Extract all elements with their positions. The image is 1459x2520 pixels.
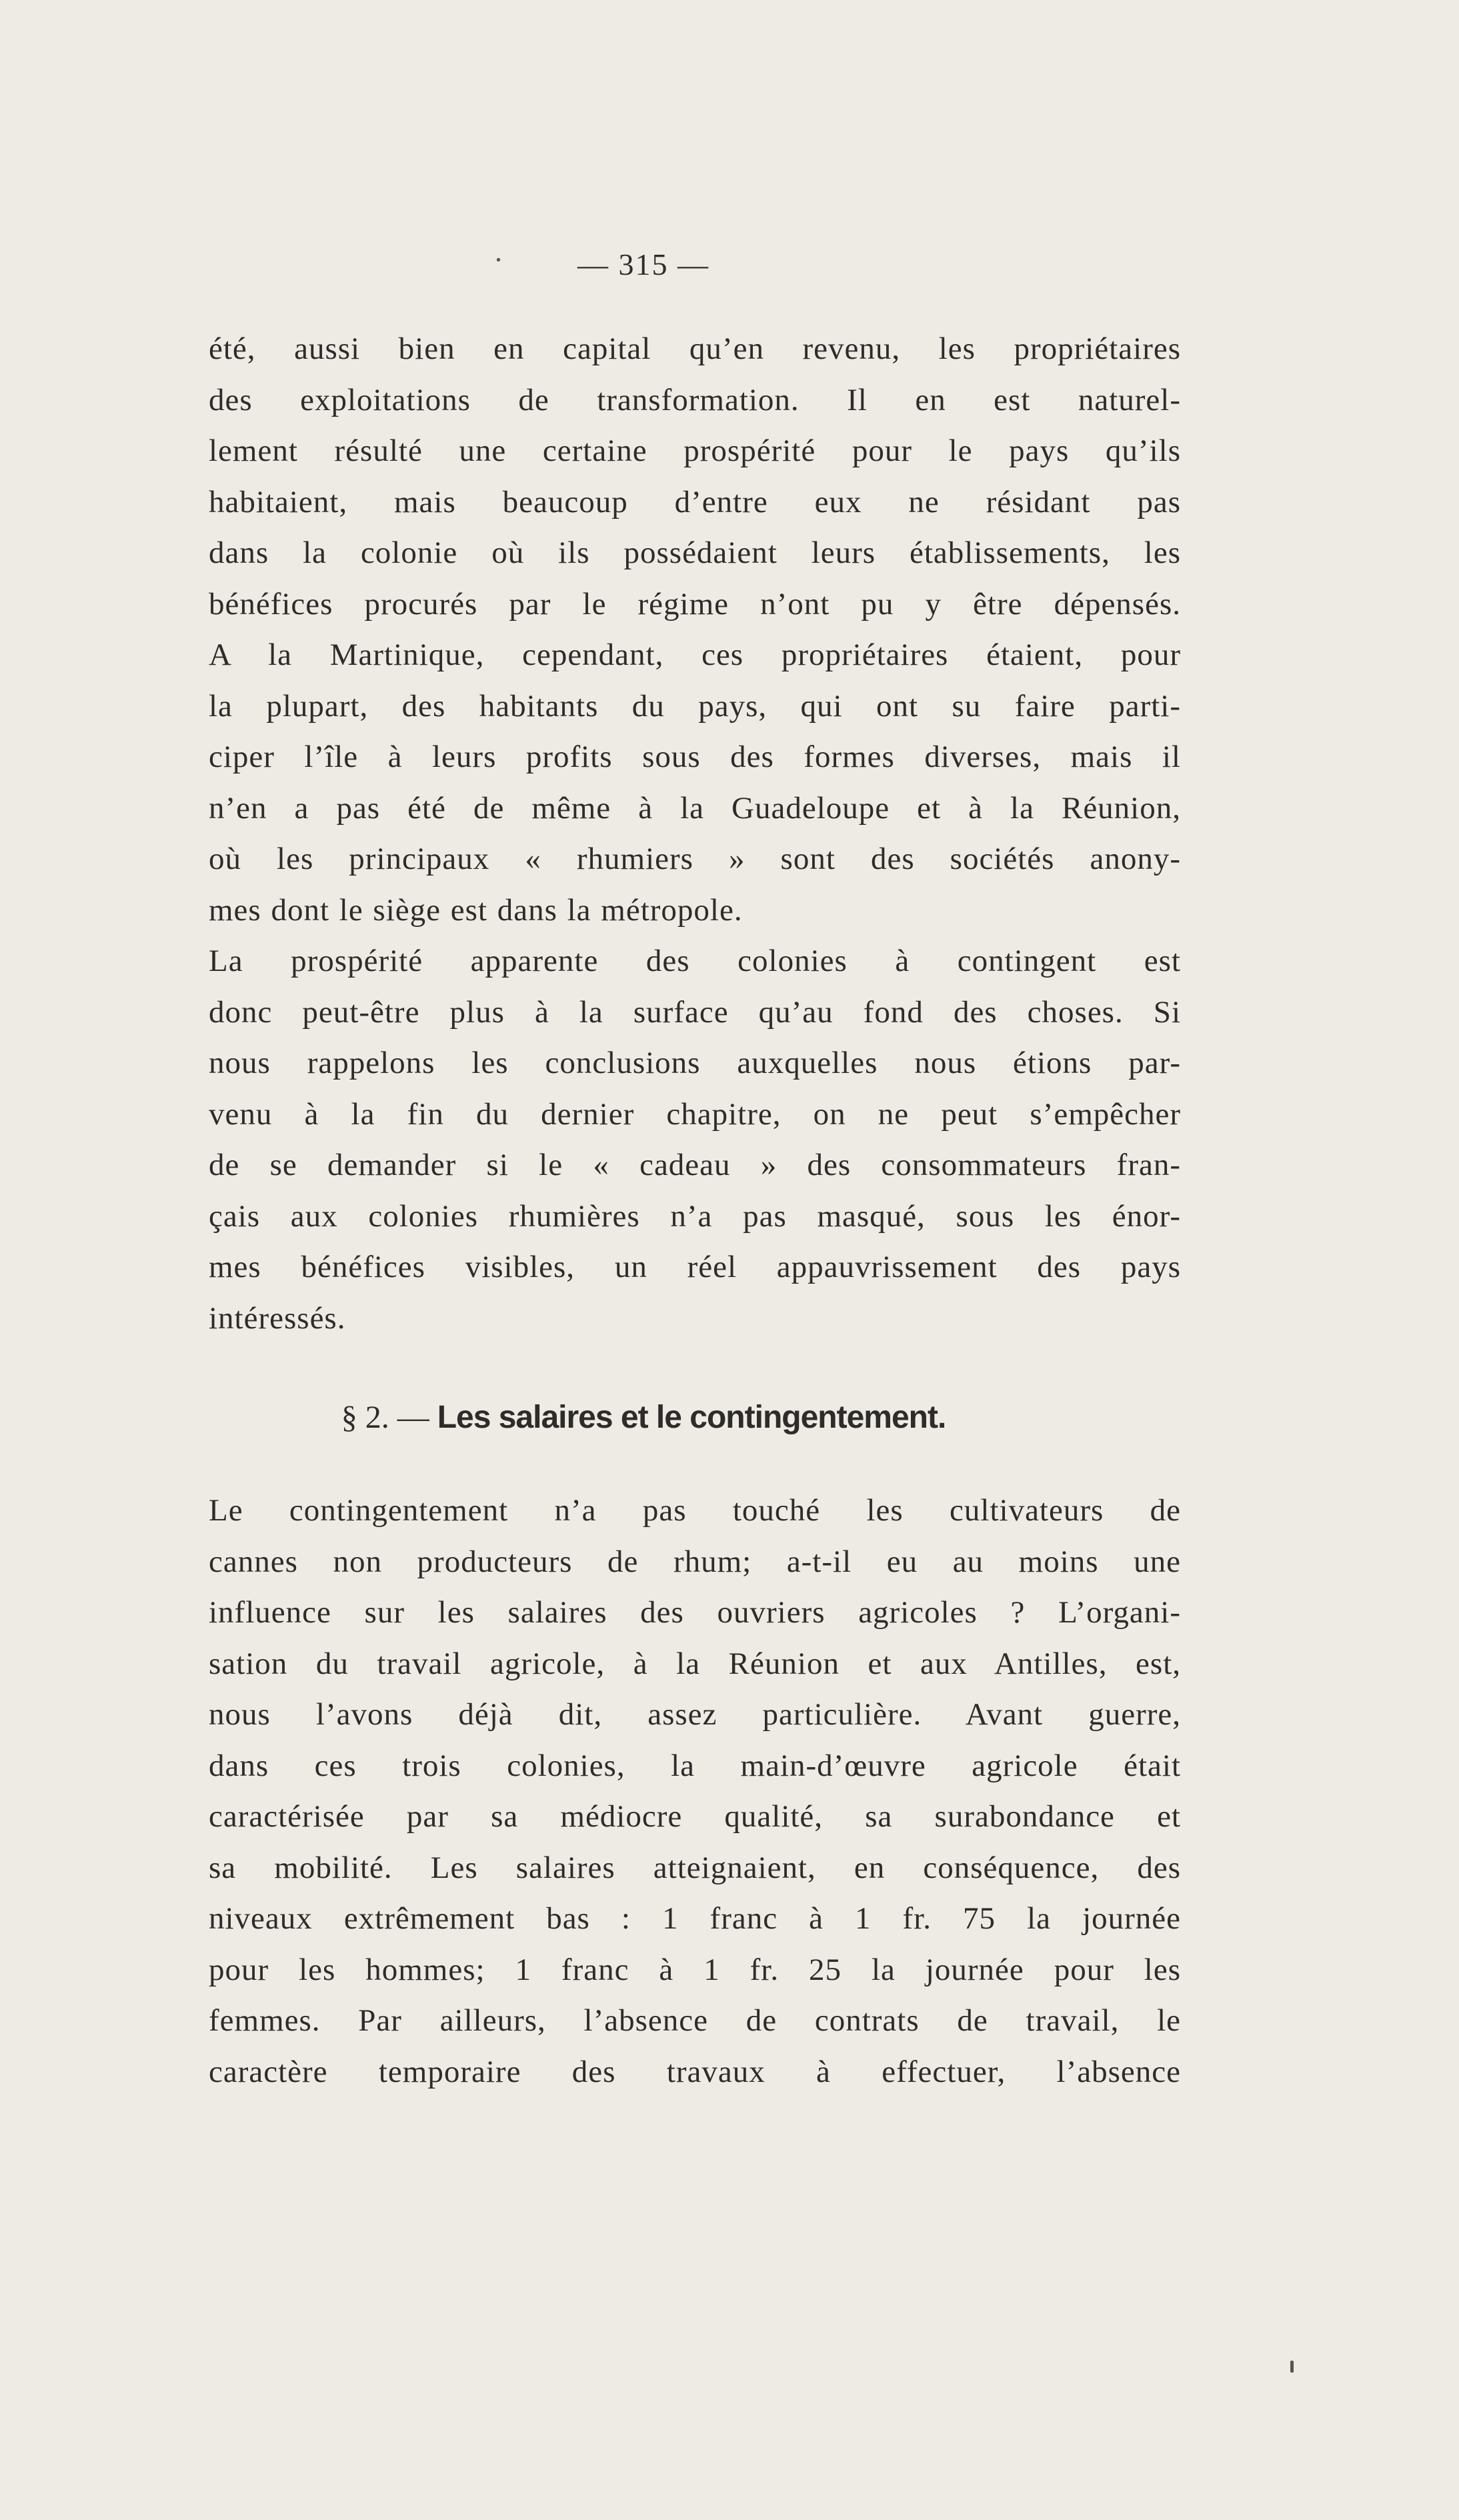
text-line: la plupart, des habitants du pays, qui ont su faire parti- xyxy=(209,688,1181,724)
text-line: dans ces trois colonies, la main-d’œuvre agricole était xyxy=(209,1748,1181,1783)
scan-speck xyxy=(497,258,500,261)
text-line: intéressés. xyxy=(209,1300,346,1336)
paragraph-2 xyxy=(209,936,1181,1344)
text-line: caractère temporaire des travaux à effectuer, l’absence xyxy=(209,2054,1181,2089)
text-line: des exploitations de transformation. Il en est naturel- xyxy=(209,382,1181,417)
text-line: niveaux extrêmement bas : 1 franc à 1 fr. 75 la journée xyxy=(209,1901,1181,1936)
text-line: femmes. Par ailleurs, l’absence de contrats de travail, le xyxy=(209,2003,1181,2038)
text-line: çais aux colonies rhumières n’a pas masqué, sous les énor- xyxy=(209,1198,1181,1234)
paragraph-1 xyxy=(209,323,1181,936)
page-number: — 315 — xyxy=(577,247,709,281)
paragraph-3 xyxy=(209,1485,1181,2097)
text-line: caractérisée par sa médiocre qualité, sa surabondance et xyxy=(209,1799,1181,1834)
text-line: nous l’avons déjà dit, assez particulière. Avant guerre, xyxy=(209,1697,1181,1732)
text-line: Le contingentement n’a pas touché les cultivateurs de xyxy=(209,1493,1181,1528)
text-line: A la Martinique, cependant, ces propriétaires étaient, pour xyxy=(209,638,1181,672)
text-line: venu à la fin du dernier chapitre, on ne peut s’empêcher xyxy=(209,1096,1181,1132)
text-line: mes bénéfices visibles, un réel appauvrissement des pays xyxy=(209,1250,1181,1284)
section-heading xyxy=(0,1399,1287,1436)
section-number: § 2. — xyxy=(341,1400,429,1435)
text-line: sa mobilité. Les salaires atteignaient, en conséquence, des xyxy=(209,1850,1181,1885)
text-line: cannes non producteurs de rhum; a-t-il eu au moins une xyxy=(209,1544,1181,1579)
text-line: nous rappelons les conclusions auxquelles nous étions par- xyxy=(209,1046,1181,1080)
text-line: ciper l’île à leurs profits sous des formes diverses, mais il xyxy=(209,740,1181,774)
text-line: La prospérité apparente des colonies à contingent est xyxy=(209,944,1181,978)
text-line: sation du travail agricole, à la Réunion et aux Antilles, est, xyxy=(209,1646,1181,1681)
text-line: lement résulté une certaine prospérité pour le pays qu’ils xyxy=(209,433,1181,468)
text-line: où les principaux « rhumiers » sont des sociétés anony- xyxy=(209,842,1181,876)
text-line: de se demander si le « cadeau » des consommateurs fran- xyxy=(209,1148,1181,1182)
text-line: habitaient, mais beaucoup d’entre eux ne résidant pas xyxy=(209,484,1181,519)
text-line: été, aussi bien en capital qu’en revenu, les propriétaires xyxy=(209,331,1181,366)
text-line: influence sur les salaires des ouvriers agricoles ? L’organi- xyxy=(209,1595,1181,1630)
text-line: mes dont le siège est dans la métropole. xyxy=(209,892,743,928)
text-line: donc peut-être plus à la surface qu’au fond des choses. Si xyxy=(209,994,1181,1030)
scan-speck xyxy=(1290,2361,1294,2373)
text-line: bénéfices procurés par le régime n’ont pu y être dépensés. xyxy=(209,586,1181,621)
text-line: pour les hommes; 1 franc à 1 fr. 25 la journée pour les xyxy=(209,1952,1181,1987)
section-title: Les salaires et le contingentement. xyxy=(437,1400,946,1435)
text-line: n’en a pas été de même à la Guadeloupe et à la Réunion, xyxy=(209,790,1181,826)
text-line: dans la colonie où ils possédaient leurs établissements, les xyxy=(209,535,1181,570)
